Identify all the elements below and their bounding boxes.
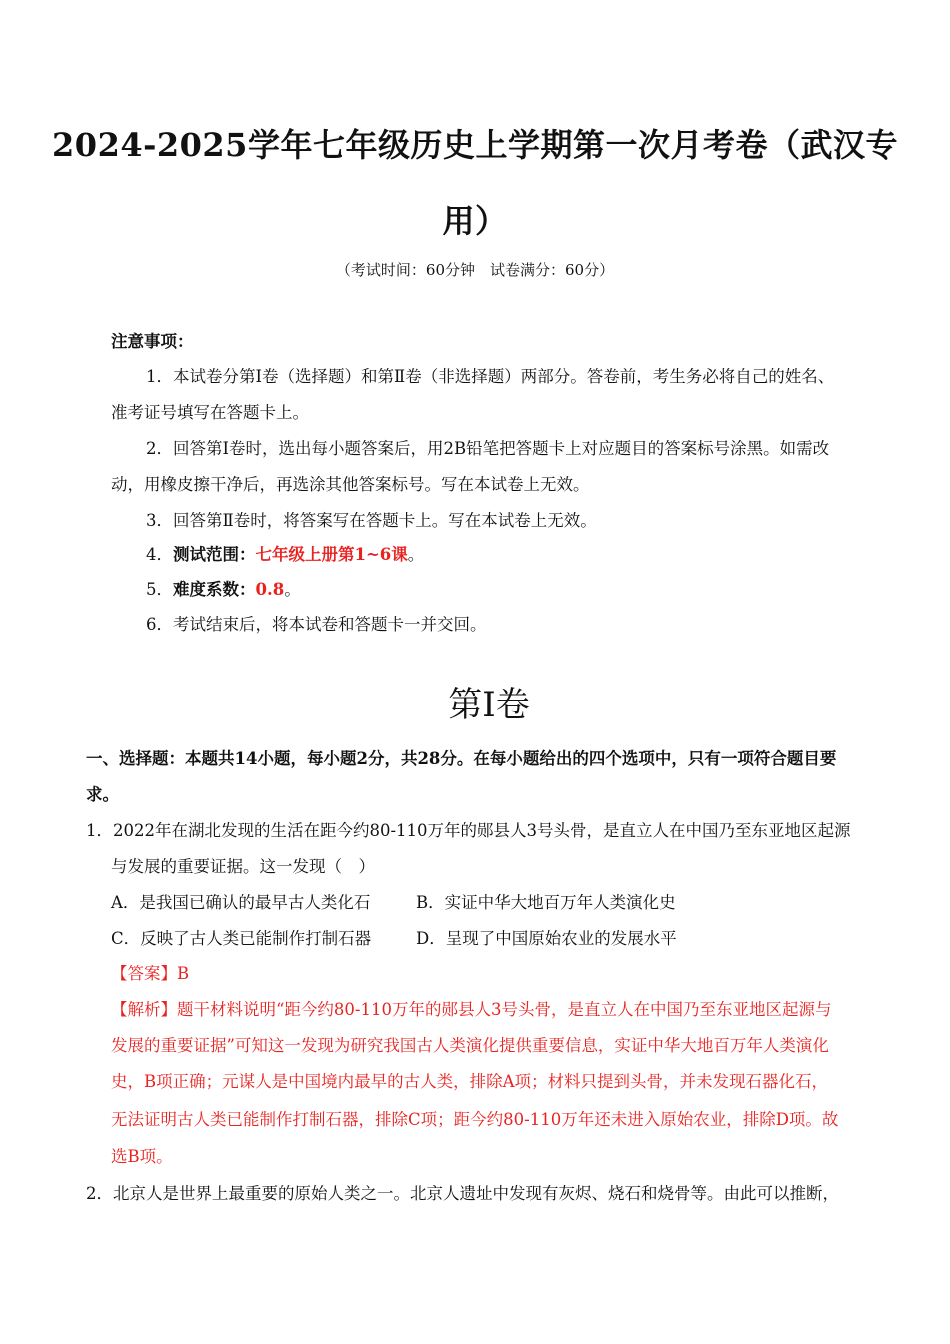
section-instruction-line2: 求。 bbox=[86, 785, 119, 804]
note-4-prefix: 4． bbox=[146, 545, 173, 564]
note-2-line1: 2．回答第Ⅰ卷时，选出每小题答案后，用2B铅笔把答题卡上对应题目的答案标号涂黑。如需改 bbox=[146, 439, 830, 458]
q1-analysis-line4: 无法证明古人类已能制作打制石器，排除C项；距今约80-110万年还未进入原始农业，排除D项。故 bbox=[111, 1110, 839, 1129]
note-1-line1: 1．本试卷分第Ⅰ卷（选择题）和第Ⅱ卷（非选择题）两部分。答卷前，考生务必将自己的姓名、 bbox=[146, 367, 835, 386]
q1-option-c: C．反映了古人类已能制作打制石器 bbox=[111, 929, 372, 948]
q1-option-a: A．是我国已确认的最早古人类化石 bbox=[111, 893, 371, 912]
note-5-value: 0.8 bbox=[255, 580, 285, 599]
note-5-suffix: 。 bbox=[284, 580, 301, 599]
notes-heading: 注意事项： bbox=[111, 332, 194, 351]
note-4-suffix: 。 bbox=[407, 545, 425, 564]
q1-option-b: B．实证中华大地百万年人类演化史 bbox=[416, 893, 676, 912]
note-2-line2: 动，用橡皮擦干净后，再选涂其他答案标号。写在本试卷上无效。 bbox=[111, 475, 590, 494]
note-1-line2: 准考证号填写在答题卡上。 bbox=[111, 403, 309, 422]
document-title-line2: 用） bbox=[442, 202, 508, 240]
q2-stem-line1: 2．北京人是世界上最重要的原始人类之一。北京人遗址中发现有灰烬、烧石和烧骨等。由此可以推断， bbox=[86, 1184, 839, 1203]
q1-answer: 【答案】B bbox=[111, 964, 190, 983]
q1-stem-line1: 1．2022年在湖北发现的生活在距今约80-110万年的郧县人3号头骨，是直立人在中国乃至东亚地区起源 bbox=[86, 821, 851, 840]
note-5-label: 难度系数： bbox=[173, 580, 256, 599]
note-6: 6．考试结束后，将本试卷和答题卡一并交回。 bbox=[146, 615, 487, 634]
note-5-prefix: 5． bbox=[146, 580, 173, 599]
note-3: 3．回答第Ⅱ卷时，将答案写在答题卡上。写在本试卷上无效。 bbox=[146, 511, 597, 530]
q1-analysis-line2: 发展的重要证据”可知这一发现为研究我国古人类演化提供重要信息，实证中华大地百万年人类演化 bbox=[111, 1036, 829, 1055]
document-title-line1: 2024-2025学年七年级历史上学期第一次月考卷（武汉专 bbox=[52, 126, 898, 164]
section-title: 第Ⅰ卷 bbox=[448, 685, 530, 725]
q1-analysis-line1: 【解析】题干材料说明“距今约80-110万年的郧县人3号头骨，是直立人在中国乃至东亚地区起源与 bbox=[111, 1000, 832, 1019]
note-4-value: 七年级上册第1~6课 bbox=[255, 545, 408, 564]
q1-analysis-line5: 选B项。 bbox=[111, 1147, 173, 1166]
note-4 bbox=[146, 541, 424, 565]
q1-option-d: D．呈现了中国原始农业的发展水平 bbox=[416, 929, 677, 948]
section-instruction-line1: 一、选择题：本题共14小题，每小题2分，共28分。在每小题给出的四个选项中，只有一项符合题目要 bbox=[86, 749, 837, 768]
q1-stem-line2: 与发展的重要证据。这一发现（ ） bbox=[111, 857, 375, 876]
note-4-label: 测试范围： bbox=[173, 545, 256, 564]
q1-analysis-line3: 史，B项正确；元谋人是中国境内最早的古人类，排除A项；材料只提到头骨，并未发现石器化石， bbox=[111, 1072, 829, 1091]
exam-info: （考试时间：60分钟 试卷满分：60分） bbox=[335, 261, 615, 279]
note-5 bbox=[146, 576, 301, 600]
